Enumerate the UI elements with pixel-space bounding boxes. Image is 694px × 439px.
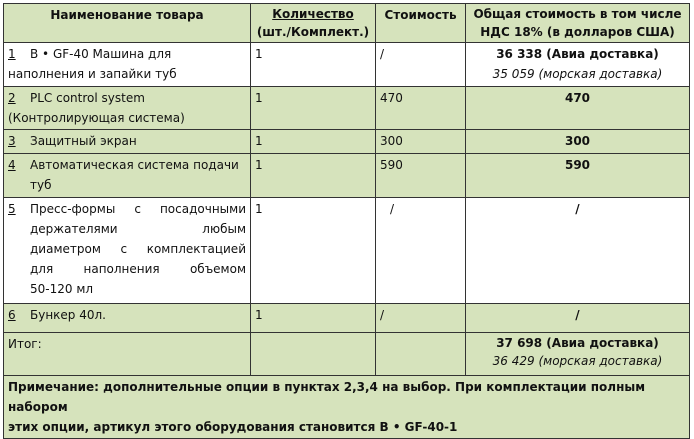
note-line1: Примечание: дополнительные опции в пунктах 2,3,4 на выбор. При комплектации полным набором [8,380,646,414]
row-total: / [466,198,690,304]
table-row [4,198,690,304]
row-total: 590 [466,154,690,198]
summary-cost-empty [376,333,466,376]
row-qty: 1 [251,43,376,87]
row-total: 300 [466,130,690,154]
row-name-line2: наполнения и запайки туб [8,67,177,81]
row-name-line1: Защитный экран [30,134,137,148]
row-name-line5: 50-120 мл [30,282,94,296]
row-name-line1: B • GF-40 Машина для [30,47,172,61]
row-number: 2 [8,91,16,105]
row-qty: 1 [251,304,376,333]
summary-qty-empty [251,333,376,376]
header-row [4,4,690,43]
row-qty: 1 [251,154,376,198]
summary-total [466,333,690,376]
note-line2: этих опции, артикул этого оборудования становится B • GF-40-1 [8,420,458,434]
row-name-line2: туб [30,178,52,192]
header-cost: Стоимость [376,4,466,43]
row-name-line1: Бункер 40л. [30,308,106,322]
row-total: / [466,304,690,333]
note-cell [4,376,690,439]
header-quantity [251,4,376,43]
note-row [4,376,690,439]
row-number: 6 [8,308,16,322]
row-cost: / [376,198,466,304]
row-name-cell [4,154,251,198]
row-qty: 1 [251,87,376,130]
row-name-cell [4,304,251,333]
row-cost: 470 [376,87,466,130]
summary-total-sea: 36 429 (морская доставка) [492,354,663,368]
row-total: 470 [466,87,690,130]
row-cost: / [376,43,466,87]
row-name-line2: держателями любым [30,222,246,236]
row-cost: 590 [376,154,466,198]
header-total-line2: НДС 18% (в долларов США) [480,25,675,39]
row-name-line2: (Контролирующая система) [8,111,185,125]
table-row [4,43,690,87]
table-row [4,130,690,154]
row-name-line1: Автоматическая система подачи [30,158,239,172]
row-total [466,43,690,87]
summary-total-air: 37 698 (Авиа доставка) [496,336,659,350]
row-cost: / [376,304,466,333]
row-name-cell [4,87,251,130]
row-qty: 1 [251,130,376,154]
row-name-cell [4,43,251,87]
row-name-cell [4,130,251,154]
row-number: 4 [8,158,16,172]
row-name-line4: для наполнения объемом [30,262,246,276]
row-name-line3: диаметром с комплектацией [30,242,246,256]
summary-label: Итог: [4,333,251,376]
table-row [4,304,690,333]
row-name-line1: PLC control system [30,91,145,105]
header-name: Наименование товара [4,4,251,43]
header-total-line1: Общая стоимость в том числе [473,7,682,21]
price-table [3,3,690,439]
row-name-cell [4,198,251,304]
row-total-air: 36 338 (Авиа доставка) [496,47,659,61]
header-qty-line1: Количество [272,7,354,21]
row-cost: 300 [376,130,466,154]
row-number: 5 [8,202,16,216]
header-qty-line2: (шт./Комплект.) [256,25,370,39]
header-total [466,4,690,43]
row-name-line1: Пресс-формы с посадочными [30,202,246,216]
table-row [4,154,690,198]
row-number: 3 [8,134,16,148]
row-total-sea: 35 059 (морская доставка) [492,67,663,81]
summary-row [4,333,690,376]
table-row [4,87,690,130]
row-qty: 1 [251,198,376,304]
row-number: 1 [8,47,16,61]
